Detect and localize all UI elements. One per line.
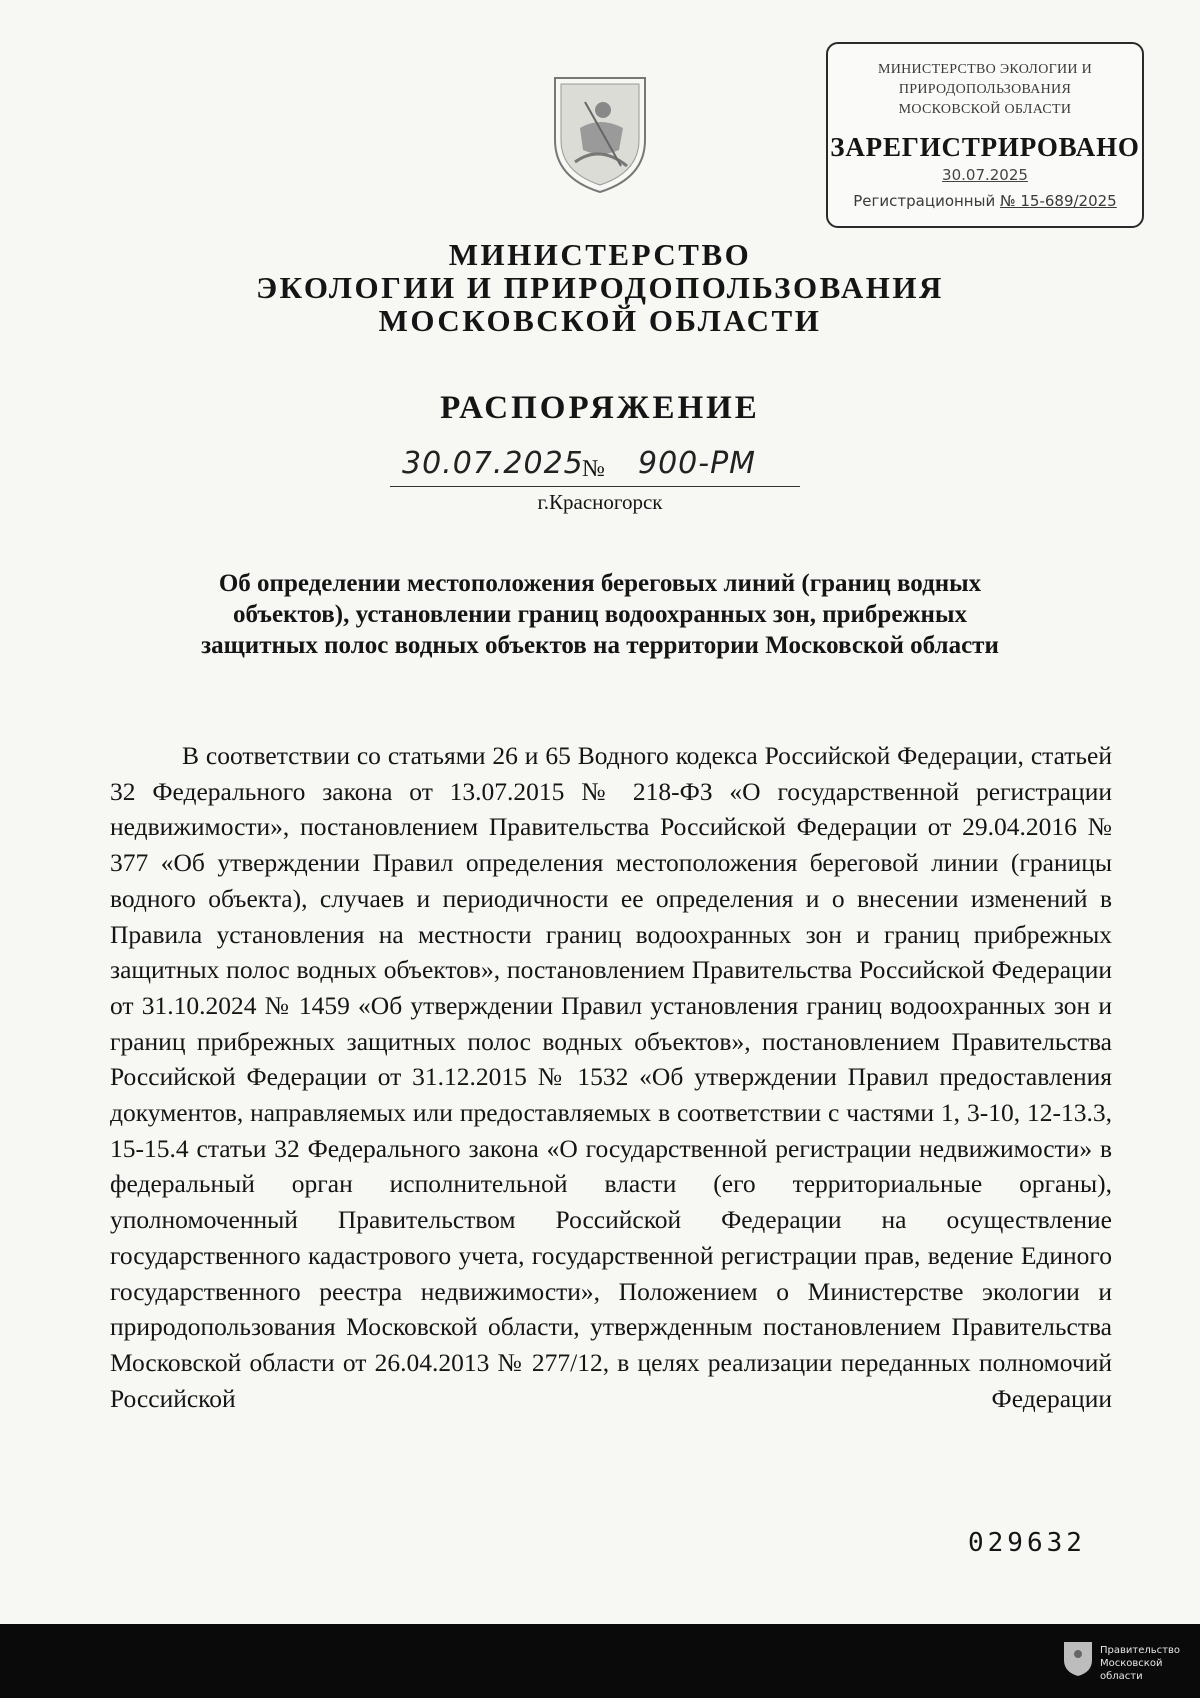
header-line: ЭКОЛОГИИ И ПРИРОДОПОЛЬЗОВАНИЯ [256,270,944,305]
handwritten-number: 900-РМ [638,446,757,481]
subject-line: объектов), установлении границ водоохранных зон, прибрежных [233,601,967,628]
footer-bar [0,1624,1200,1698]
city: г.Красногорск [537,490,663,514]
stamp-ministry-line: МОСКОВСКОЙ ОБЛАСТИ [898,102,1072,117]
footer-caption-line: Правительство [1100,1645,1180,1656]
stamp-reg-number: № 15-689/2025 [1000,192,1117,210]
registration-stamp [826,42,1144,228]
page-code: 029632 [968,1528,1086,1558]
body-paragraph: В соответствии со статьями 26 и 65 Водного кодекса Российской Федерации, статьей 32 Федерального закона от 13.07.2015 № 218-ФЗ «О государственной регистрации недвижимости», постановлением Правительства Российской Федерации от 29.04.2016 № 377 «Об утверждении Правил определения местоположения береговой линии (границы водного объекта), случаев и периодичности ее определения и о внесении изменений в Правила установления на местности границ водоохранных зон и границ прибрежных защитных полос водных объектов», постановлением Правительства Российской Федерации от 31.10.2024 № 1459 «Об утверждении Правил установления границ водоохранных зон и границ прибрежных защитных полос водных объектов», постановлением Правительства Российской Федерации от 31.12.2015 № 1532 «Об утверждении Правил предоставления документов, направляемых или предоставляемых в соответствии с частями 1, 3-10, 12-13.3, 15-15.4 статьи 32 Федерального закона «О государственной регистрации недвижимости» в федеральный орган исполнительной власти (его территориальные органы), уполномоченный Правительством Российской Федерации на осуществление государственного кадастрового учета, государственной регистрации прав, ведение Единого государственного реестра недвижимости», Положением о Министерстве экологии и природопользования Московской области, утвержденным постановлением Правительства Московской области от 26.04.2013 № 277/12, в целях реализации переданных полномочий Российской Федерации [110,741,1112,1413]
stamp-ministry-line: МИНИСТЕРСТВО ЭКОЛОГИИ И [877,62,1093,77]
footer-caption [1100,1644,1195,1683]
number-sign: № [582,456,605,482]
document-type: РАСПОРЯЖЕНИЕ [440,390,760,426]
document-subject [150,568,1050,661]
stamp-registration-number [828,192,1142,210]
header-line: МОСКОВСКОЙ ОБЛАСТИ [378,303,822,338]
ministry-header [150,238,1050,337]
stamp-date: 30.07.2025 [942,166,1028,184]
date-number-line [390,446,800,490]
stamp-ministry-name [828,60,1142,120]
stamp-reg-label: Регистрационный [853,192,996,210]
coat-of-arms-icon [545,70,655,196]
header-line: МИНИСТЕРСТВО [448,237,752,272]
handwritten-date: 30.07.2025 [402,446,584,481]
stamp-ministry-line: ПРИРОДОПОЛЬЗОВАНИЯ [898,82,1072,97]
government-emblem-icon [1060,1638,1096,1678]
footer-caption-line: Московской области [1100,1658,1163,1682]
stamp-title: ЗАРЕГИСТРИРОВАНО [830,132,1140,162]
subject-line: защитных полос водных объектов на территории Московской области [201,632,999,659]
date-underline [390,486,800,487]
subject-line: Об определении местоположения береговых линий (границ водных [218,570,982,597]
